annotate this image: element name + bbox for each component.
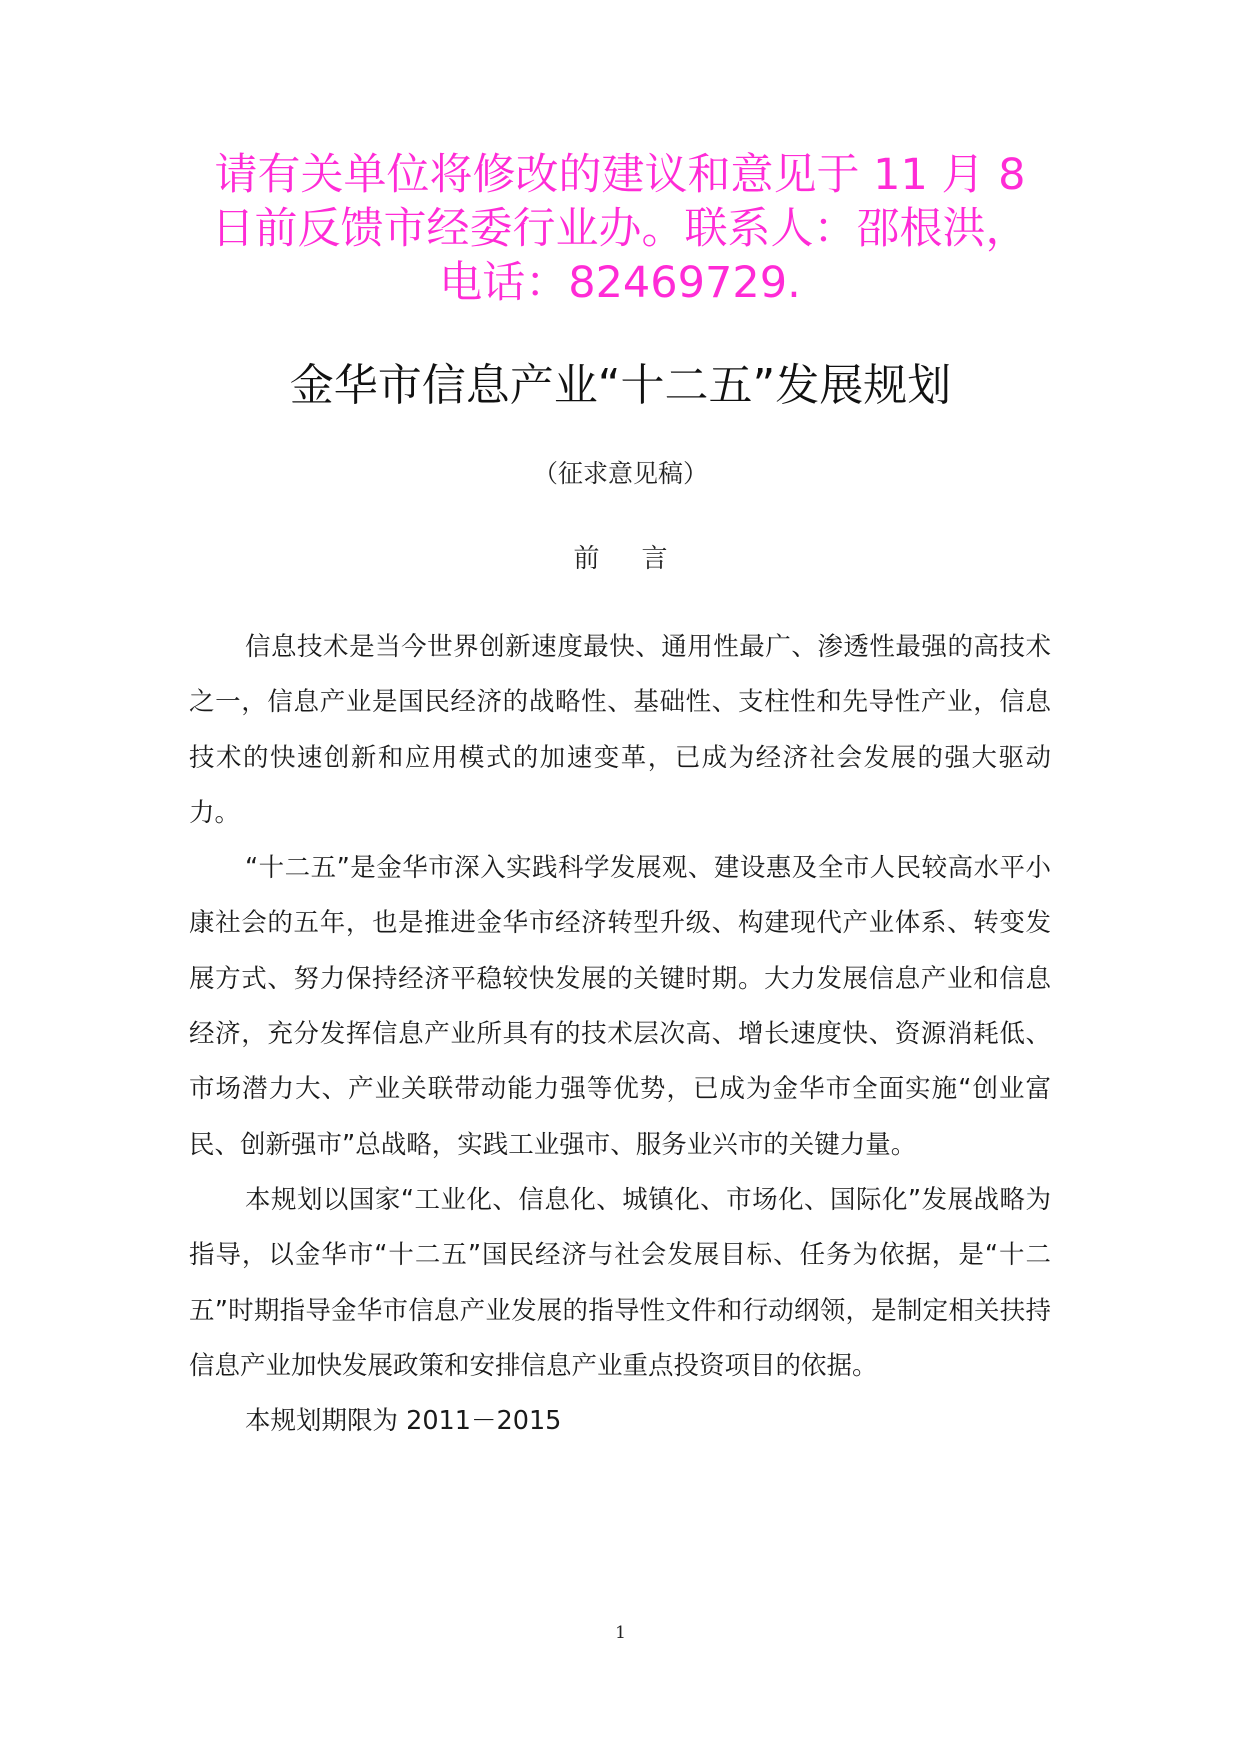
feedback-notice [150, 148, 1090, 310]
notice-line-3: 电话：82469729. [439, 258, 801, 308]
paragraph: “十二五”是金华市深入实践科学发展观、建设惠及全市人民较高水平小康社会的五年，也是推进金华市经济转型升级、构建现代产业体系、转变发展方式、努力保持经济平稳较快发展的关键时期。大力发展信息产业和信息经济，充分发挥信息产业所具有的技术层次高、增长速度快、资源消耗低、市场潜力大、产业关联带动能力强等优势，已成为金华市全面实施“创业富民、创新强市”总战略，实践工业强市、服务业兴市的关键力量。 [189, 853, 1051, 1160]
notice-line-2: 日前反馈市经委行业办。联系人：邵根洪， [211, 204, 1029, 254]
paragraph: 本规划以国家“工业化、信息化、城镇化、市场化、国际化”发展战略为指导，以金华市“十二五”国民经济与社会发展目标、任务为依据，是“十二五”时期指导金华市信息产业发展的指导性文件和行动纲领，是制定相关扶持信息产业加快发展政策和安排信息产业重点投资项目的依据。 [189, 1184, 1051, 1381]
document-subtitle: （征求意见稿） [532, 459, 708, 488]
section-title-preface: 前言 [573, 544, 710, 574]
page-number: 1 [615, 1623, 626, 1643]
document-body [189, 620, 1051, 1449]
document-title: 金华市信息产业“十二五”发展规划 [289, 360, 952, 411]
paragraph: 本规划期限为 2011－2015 [245, 1406, 562, 1437]
paragraph: 信息技术是当今世界创新速度最快、通用性最广、渗透性最强的高技术之一，信息产业是国民经济的战略性、基础性、支柱性和先导性产业，信息技术的快速创新和应用模式的加速变革，已成为经济社会发展的强大驱动力。 [189, 632, 1051, 828]
notice-line-1: 请有关单位将修改的建议和意见于 11 月 8 [214, 150, 1026, 200]
